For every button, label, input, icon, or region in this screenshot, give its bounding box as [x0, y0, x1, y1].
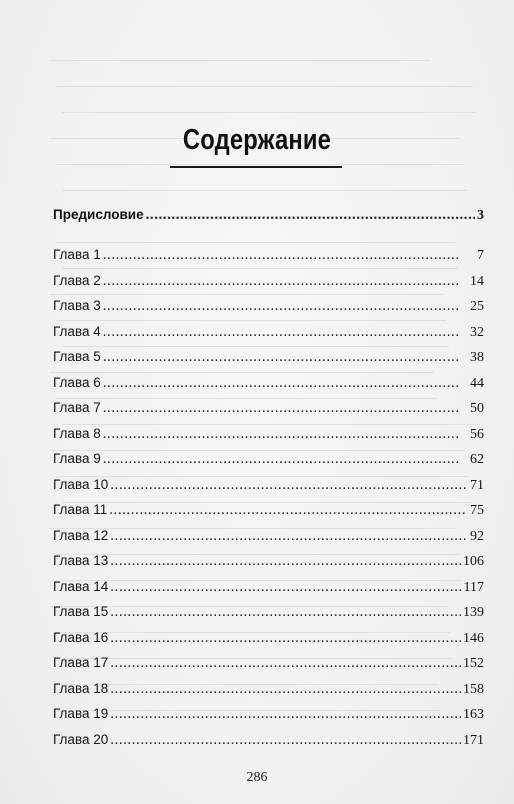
toc-entry — [53, 576, 484, 602]
toc-entry — [53, 703, 484, 729]
toc-entry-label: Глава 6 — [53, 374, 101, 390]
toc-entry — [53, 474, 484, 500]
toc-entry — [53, 204, 484, 244]
toc-entry-label: Глава 8 — [53, 425, 101, 441]
toc-entry-label: Глава 14 — [53, 578, 109, 594]
toc-entry — [53, 652, 484, 678]
page-title: Содержание — [182, 124, 332, 156]
toc-entry-page: 106 — [463, 554, 484, 569]
toc-entry-page: 171 — [463, 732, 484, 748]
toc-entry — [53, 550, 484, 576]
toc-entry-label: Глава 12 — [53, 527, 109, 543]
toc-entry-label: Глава 11 — [53, 502, 108, 517]
toc-entry-page: 32 — [470, 324, 484, 340]
dot-leader — [110, 652, 461, 674]
toc-entry — [53, 372, 484, 398]
toc-entry — [53, 423, 484, 449]
toc-entry — [53, 321, 484, 347]
toc-entry-page: 14 — [470, 273, 484, 289]
toc-entry — [53, 729, 484, 755]
toc-entry-label: Глава 18 — [53, 680, 109, 696]
toc-entry-label: Глава 5 — [53, 349, 101, 364]
toc-entry-label: Глава 3 — [53, 298, 101, 313]
title-underline — [170, 166, 342, 168]
bleed-through-line — [62, 190, 467, 191]
dot-leader — [103, 423, 468, 445]
toc-entry-label: Глава 10 — [53, 476, 109, 492]
dot-leader — [103, 346, 468, 368]
dot-leader — [103, 321, 468, 343]
toc-entry-page: 44 — [470, 375, 484, 391]
toc-entry-label: Глава 20 — [53, 731, 109, 747]
toc-entry-page: 38 — [470, 350, 484, 365]
toc-entry-label: Глава 7 — [53, 400, 101, 415]
dot-leader — [110, 678, 461, 700]
dot-leader — [110, 525, 468, 547]
toc-entry-page: 152 — [463, 656, 484, 671]
toc-entry-page: 139 — [463, 605, 484, 620]
table-of-contents — [53, 204, 484, 754]
toc-entry-label: Глава 19 — [53, 706, 109, 721]
toc-entry-page: 146 — [463, 630, 484, 646]
dot-leader — [110, 576, 461, 598]
toc-entry — [53, 601, 484, 627]
toc-entry-label: Глава 9 — [53, 451, 101, 466]
toc-entry-label: Глава 17 — [53, 655, 109, 670]
toc-entry — [53, 499, 484, 525]
toc-entry — [53, 244, 484, 270]
toc-entry-label: Глава 1 — [53, 247, 101, 262]
toc-entry-page: 117 — [463, 579, 484, 595]
toc-entry-page: 75 — [470, 503, 484, 518]
dot-leader — [103, 270, 468, 292]
dot-leader — [110, 601, 461, 623]
toc-entry-page: 56 — [470, 426, 484, 442]
toc-entry — [53, 270, 484, 296]
toc-entry — [53, 295, 484, 321]
dot-leader — [110, 474, 468, 496]
toc-entry-label: Глава 2 — [53, 272, 101, 288]
dot-leader — [103, 397, 468, 419]
toc-entry-page: 7 — [477, 248, 484, 263]
toc-entry-page: 3 — [477, 208, 484, 223]
dot-leader — [110, 627, 461, 649]
toc-entry — [53, 346, 484, 372]
toc-entry — [53, 525, 484, 551]
dot-leader — [109, 499, 468, 521]
toc-entry-page: 92 — [470, 528, 484, 544]
dot-leader — [103, 448, 468, 470]
dot-leader — [103, 372, 468, 394]
toc-entry — [53, 448, 484, 474]
toc-entry-label: Глава 16 — [53, 629, 109, 645]
page-number: 286 — [246, 770, 268, 785]
toc-entry-page: 25 — [470, 299, 484, 314]
toc-entry-label: Глава 15 — [53, 604, 109, 619]
toc-entry-label: Предисловие — [53, 207, 144, 222]
toc-entry-page: 50 — [470, 401, 484, 416]
toc-entry-page: 62 — [470, 452, 484, 467]
toc-entry — [53, 627, 484, 653]
toc-entry-label: Глава 13 — [53, 553, 109, 568]
bleed-through-line — [56, 164, 464, 165]
bleed-through-line — [56, 86, 473, 87]
toc-entry-page: 71 — [470, 477, 484, 493]
dot-leader — [110, 550, 461, 572]
dot-leader — [110, 703, 461, 725]
toc-entry-page: 163 — [463, 707, 484, 722]
bleed-through-line — [62, 112, 476, 113]
toc-entry — [53, 397, 484, 423]
bleed-through-line — [50, 60, 430, 61]
toc-entry-label: Глава 4 — [53, 323, 101, 339]
dot-leader — [146, 204, 475, 226]
dot-leader — [103, 295, 468, 317]
dot-leader — [103, 244, 475, 266]
toc-entry — [53, 678, 484, 704]
toc-entry-page: 158 — [463, 681, 484, 697]
dot-leader — [110, 729, 461, 751]
